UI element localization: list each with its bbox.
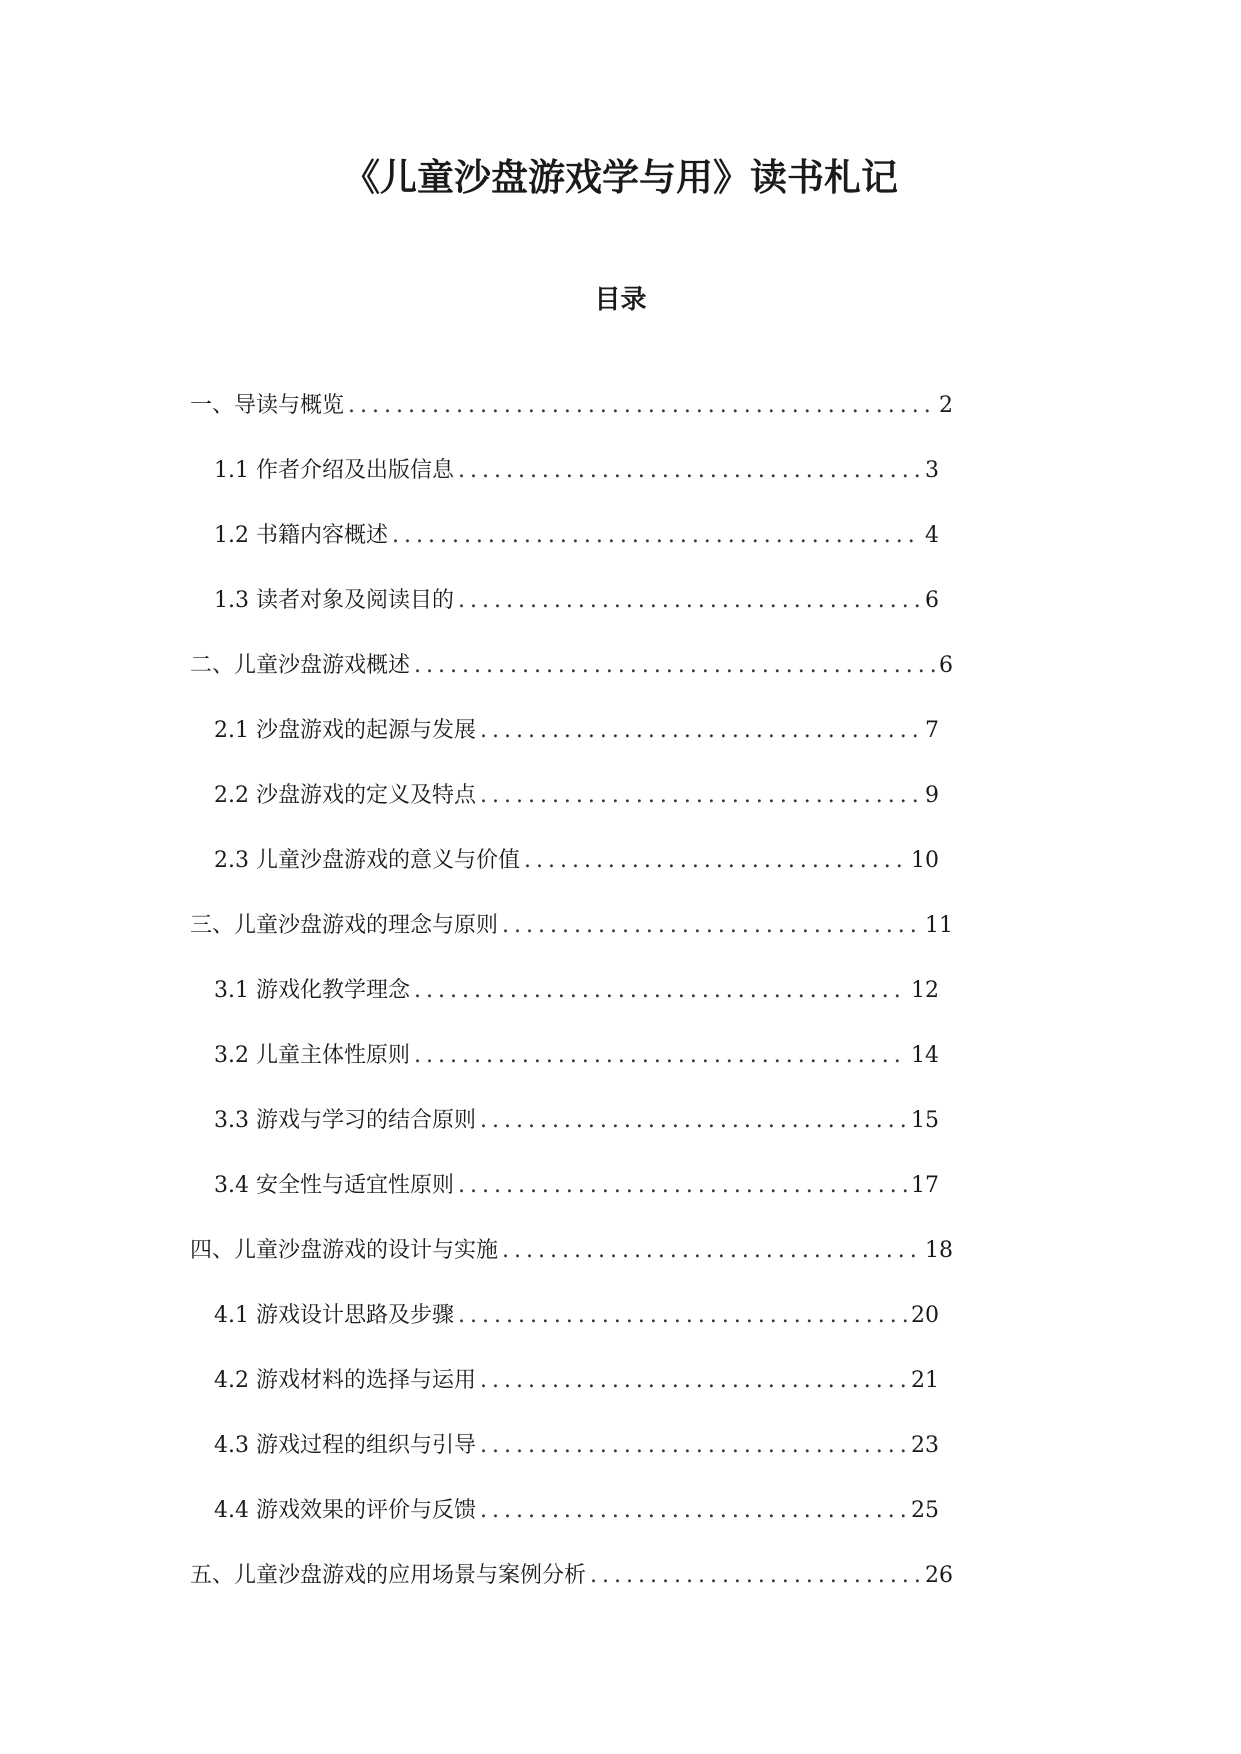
toc-entry-label: 3.1 游戏化教学理念 (214, 978, 410, 1003)
toc-entry-label: 4.4 游戏效果的评价与反馈 (214, 1498, 476, 1523)
toc-page-number: 9 (925, 783, 939, 808)
toc-leader-dots (458, 1299, 907, 1333)
toc-entry-section-4-2[interactable] (214, 1364, 939, 1398)
toc-entry-label: 三、儿童沙盘游戏的理念与原则 (190, 913, 499, 938)
toc-entry-label: 1.3 读者对象及阅读目的 (214, 588, 454, 613)
toc-entry-chapter-1[interactable] (190, 389, 953, 423)
toc-entry-section-4-3[interactable] (214, 1429, 939, 1463)
toc-page-number: 18 (925, 1238, 953, 1263)
toc-page-number: 11 (925, 913, 953, 938)
toc-entry-label: 2.2 沙盘游戏的定义及特点 (214, 783, 476, 808)
toc-leader-dots (480, 1364, 907, 1398)
toc-entry-label: 3.4 安全性与适宜性原则 (214, 1173, 454, 1198)
toc-page-number: 17 (911, 1173, 939, 1198)
toc-entry-section-4-4[interactable] (214, 1494, 939, 1528)
toc-page-number: 4 (925, 523, 939, 548)
toc-entry-label: 2.1 沙盘游戏的起源与发展 (214, 718, 476, 743)
toc-entry-label: 一、导读与概览 (190, 393, 345, 418)
toc-leader-dots (502, 1234, 921, 1268)
toc-leader-dots (458, 584, 921, 618)
toc-entry-section-3-4[interactable] (214, 1169, 939, 1203)
toc-entry-label: 五、儿童沙盘游戏的应用场景与案例分析 (190, 1563, 587, 1588)
toc-page-number: 20 (911, 1303, 939, 1328)
toc-leader-dots (458, 1169, 907, 1203)
toc-page-number: 6 (939, 653, 953, 678)
toc-entry-section-4-1[interactable] (214, 1299, 939, 1333)
toc-leader-dots (480, 714, 921, 748)
toc-page-number: 15 (911, 1108, 939, 1133)
toc-entry-label: 4.2 游戏材料的选择与运用 (214, 1368, 476, 1393)
toc-entry-label: 2.3 儿童沙盘游戏的意义与价值 (214, 848, 520, 873)
toc-entry-chapter-2[interactable] (190, 649, 953, 683)
toc-leader-dots (392, 519, 921, 553)
toc-leader-dots (414, 1039, 907, 1073)
toc-entry-section-3-3[interactable] (214, 1104, 939, 1138)
toc-entry-section-3-2[interactable] (214, 1039, 939, 1073)
toc-page-number: 2 (939, 393, 953, 418)
toc-entry-chapter-5[interactable] (190, 1559, 953, 1593)
toc-page-number: 10 (911, 848, 939, 873)
toc-entry-label: 3.3 游戏与学习的结合原则 (214, 1108, 476, 1133)
toc-page-number: 23 (911, 1433, 939, 1458)
toc-page-number: 12 (911, 978, 939, 1003)
toc-entry-section-3-1[interactable] (214, 974, 939, 1008)
toc-entry-label: 4.3 游戏过程的组织与引导 (214, 1433, 476, 1458)
toc-entry-section-1-2[interactable] (214, 519, 939, 553)
toc-leader-dots (502, 909, 921, 943)
toc-leader-dots (480, 1104, 907, 1138)
toc-leader-dots (414, 649, 935, 683)
toc-entry-label: 1.2 书籍内容概述 (214, 523, 388, 548)
toc-leader-dots (480, 1494, 907, 1528)
toc-entry-section-1-3[interactable] (214, 584, 939, 618)
toc-page-number: 26 (925, 1563, 953, 1588)
toc-entry-section-2-1[interactable] (214, 714, 939, 748)
toc-entry-label: 1.1 作者介绍及出版信息 (214, 458, 454, 483)
toc-leader-dots (458, 454, 921, 488)
toc-page-number: 7 (925, 718, 939, 743)
toc-entry-label: 3.2 儿童主体性原则 (214, 1043, 410, 1068)
toc-leader-dots (348, 389, 935, 423)
toc-entry-label: 四、儿童沙盘游戏的设计与实施 (190, 1238, 499, 1263)
toc-entry-label: 二、儿童沙盘游戏概述 (190, 653, 411, 678)
toc-entry-section-2-2[interactable] (214, 779, 939, 813)
toc-page-number: 3 (925, 458, 939, 483)
document-title: 《儿童沙盘游戏学与用》读书札记 (343, 156, 898, 199)
toc-leader-dots (480, 779, 921, 813)
toc-leader-dots (414, 974, 907, 1008)
toc-page-number: 14 (911, 1043, 939, 1068)
toc-leader-dots (480, 1429, 907, 1463)
toc-entry-label: 4.1 游戏设计思路及步骤 (214, 1303, 454, 1328)
toc-page-number: 25 (911, 1498, 939, 1523)
toc-heading: 目录 (594, 285, 647, 315)
toc-page-number: 21 (911, 1368, 939, 1393)
toc-page-number: 6 (925, 588, 939, 613)
toc-leader-dots (590, 1559, 921, 1593)
toc-entry-chapter-3[interactable] (190, 909, 953, 943)
toc-leader-dots (524, 844, 907, 878)
toc-entry-section-2-3[interactable] (214, 844, 939, 878)
toc-entry-section-1-1[interactable] (214, 454, 939, 488)
toc-entry-chapter-4[interactable] (190, 1234, 953, 1268)
